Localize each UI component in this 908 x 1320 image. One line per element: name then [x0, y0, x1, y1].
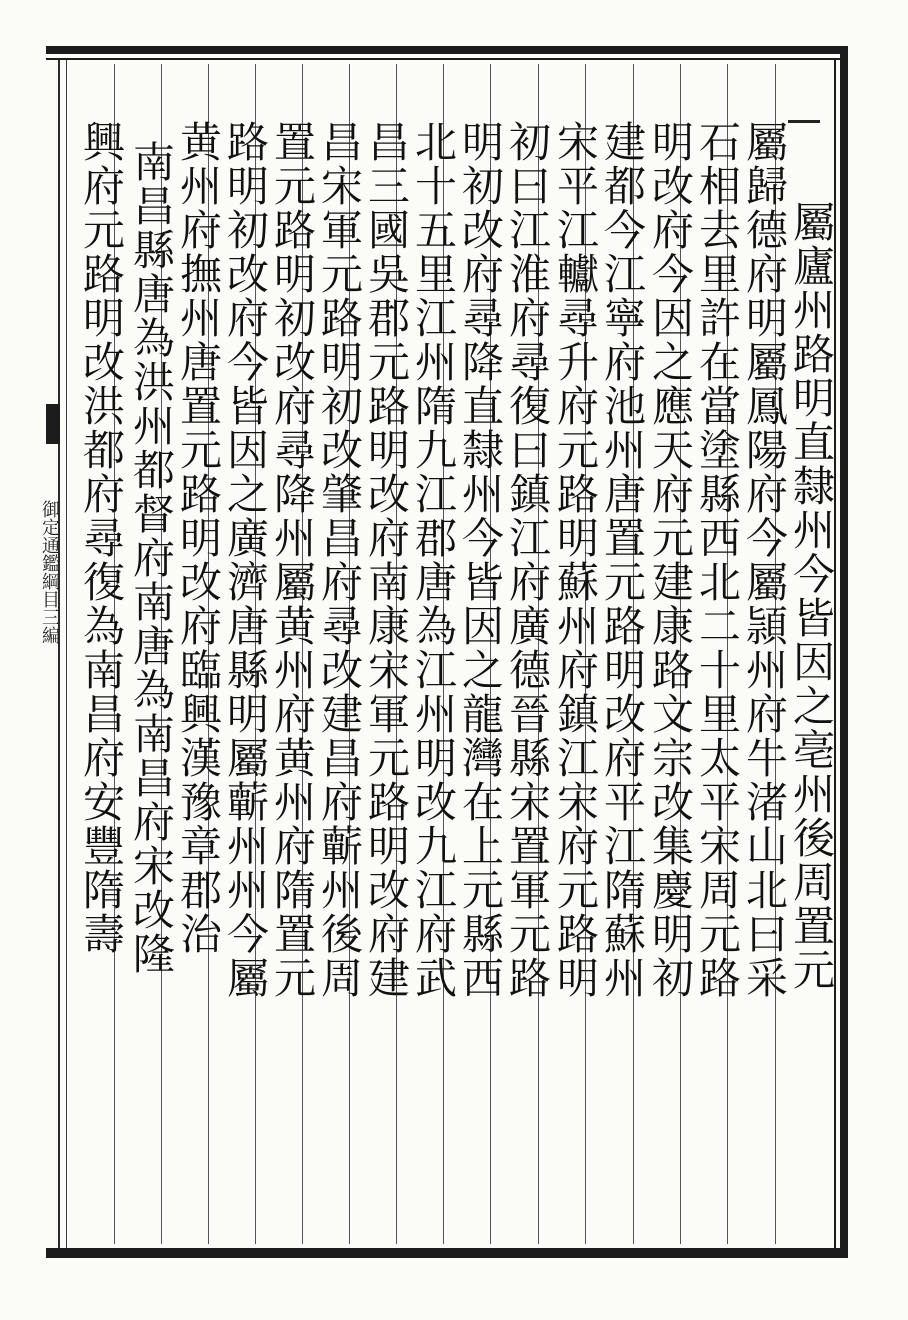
column-start-mark [788, 120, 820, 123]
frame-top-border [46, 46, 848, 54]
frame-right-border [840, 46, 848, 1258]
text-column-13: 路明初改府今皆因之廣濟唐縣明屬蘄州州今屬 [221, 120, 270, 1000]
fold-margin-title: 御定通鑑綱目三編 [39, 500, 60, 644]
text-column-5: 建都今江寧府池州唐置元路明改府平江隋蘇州 [598, 120, 647, 1000]
text-column-11: 昌宋軍元路明初改肇昌府尋改建昌府蘄州後周 [315, 120, 364, 1000]
text-column-9: 北十五里江州隋九江郡唐為江州明改九江府武 [409, 120, 458, 1000]
text-column-1: 屬廬州路明直隸州今皆因之亳州後周置元 [787, 200, 836, 992]
text-column-16: 興府元路明改洪都府尋復為南昌府安豐隋壽 [77, 120, 126, 956]
text-column-12: 置元路明初改府尋降州屬黄州府黄州府隋置元 [268, 120, 317, 1000]
text-column-2: 屬歸德府明屬鳳陽府今屬頴州府牛渚山北曰采 [740, 120, 789, 1000]
frame-bottom-border [46, 1248, 848, 1258]
fold-fish-tail-mark [46, 404, 60, 444]
text-column-14: 黄州府撫州唐置元路明改府臨興漢豫章郡治 [174, 120, 223, 956]
text-column-6: 宋平江䡾尋升府元路明蘇州府鎮江宋府元路明 [551, 120, 600, 1000]
fold-line [58, 60, 60, 1248]
fold-line-inner [66, 60, 67, 1248]
text-column-3: 石相去里許在當塗縣西北二十里太平宋周元路 [693, 120, 742, 1000]
text-column-7: 初曰江淮府尋復曰鎮江府廣德晉縣宋置軍元路 [503, 120, 552, 1000]
text-column-10: 昌三國吳郡元路明改府南康宋軍元路明改府建 [362, 120, 411, 1000]
text-column-15: 南昌縣唐為洪州都督府南唐為南昌府宋改隆 [127, 140, 176, 976]
text-column-8: 明初改府尋降直隸州今皆因之龍灣在上元縣西 [456, 120, 505, 1000]
frame-top-inner-border [46, 58, 848, 60]
text-column-4: 明改府今因之應天府元建康路文宗改集慶明初 [646, 120, 695, 1000]
